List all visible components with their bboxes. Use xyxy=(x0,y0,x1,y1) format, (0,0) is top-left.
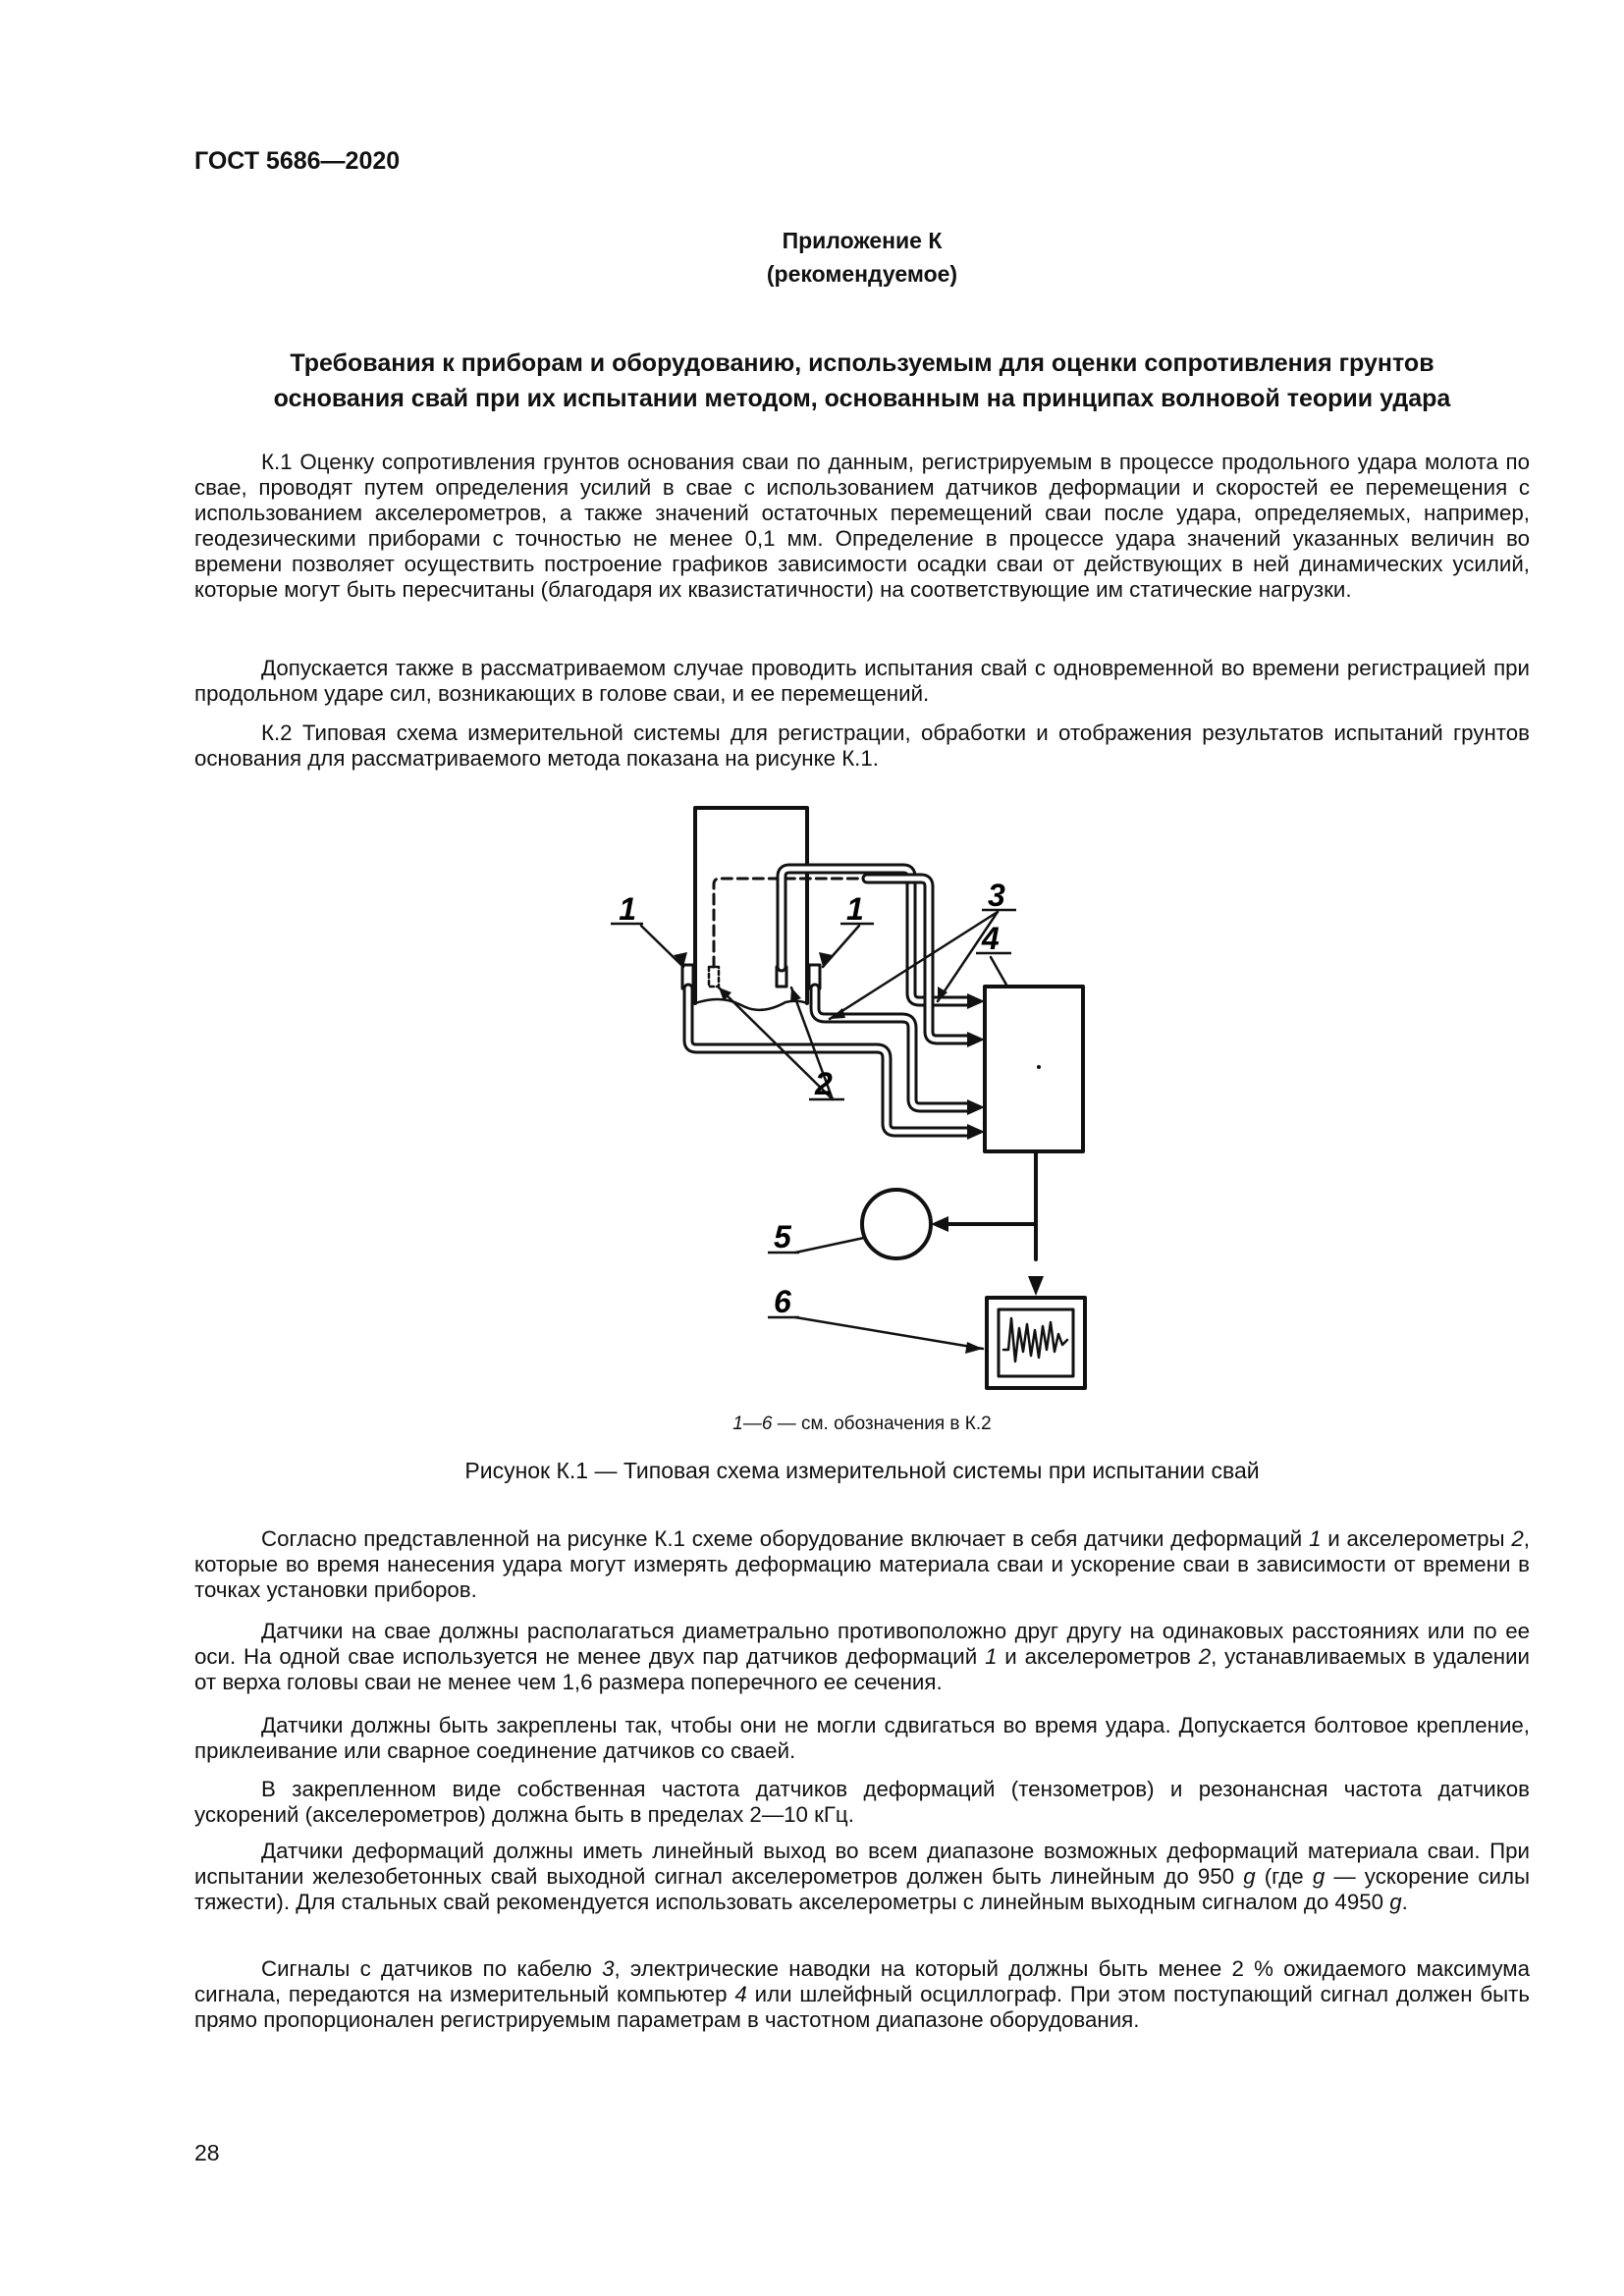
display-unit xyxy=(862,1190,931,1258)
paragraph-k2: К.2 Типовая схема измерительной системы для регистрации, обработки и отображения результатов испытаний грунтов основания для рассматриваемого метода показана на рисунке К.1. xyxy=(194,721,1530,771)
figure-label-1-right: 1 xyxy=(846,891,864,927)
figure-label-4: 4 xyxy=(982,921,1000,956)
section-title-line-2: основания свай при их испытании методом, основанным на принципах волновой теории удара xyxy=(273,385,1451,412)
paragraph-fastening: Датчики должны быть закреплены так, чтобы они не могли сдвигаться во время удара. Допускается болтовое крепление, приклеивание или сварное соединение датчиков со сваей. xyxy=(194,1713,1530,1763)
figure-legend: 1—6 — см. обозначения в К.2 xyxy=(732,1414,992,1434)
leader-4 xyxy=(991,957,1007,987)
figure-caption: Рисунок К.1 — Типовая схема измерительной системы при испытании свай xyxy=(464,1458,1260,1483)
arrowhead-icon xyxy=(931,1216,948,1232)
arrowhead-icon xyxy=(967,993,985,1009)
arrowhead-icon xyxy=(967,1124,985,1140)
figure-label-1-left: 1 xyxy=(619,891,636,927)
measurement-system-diagram xyxy=(550,800,1100,1409)
paragraph-equipment: Согласно представленной на рисунке К.1 схеме оборудование включает в себя датчики деформаций 1 и акселерометры 2, которые во время нанесения удара могут измерять деформацию материала сваи и ускорение сваи в зависимости от времени в точках установки приборов. xyxy=(194,1526,1530,1602)
accelerometer-left-icon xyxy=(709,967,719,987)
arrowhead-icon xyxy=(965,1342,983,1354)
figure-label-6: 6 xyxy=(774,1284,791,1319)
section-title-line-1: Требования к приборам и оборудованию, используемым для оценки сопротивления грунтов xyxy=(290,349,1435,377)
arrowhead-icon xyxy=(967,1032,985,1047)
arrowhead-icon xyxy=(967,1099,985,1115)
figure-label-3: 3 xyxy=(988,878,1005,913)
paragraph-frequency: В закрепленном виде собственная частота датчиков деформаций (тензометров) и резонансная частота датчиков ускорений (акселерометров) должна быть в пределах 2—10 кГц. xyxy=(194,1777,1530,1827)
leader-6 xyxy=(795,1317,983,1349)
paragraph-linear-output: Датчики деформаций должны иметь линейный выход во всем диапазоне возможных деформаций материала сваи. При испытании железобетонных свай выходной сигнал акселерометров должен быть линейным до 950 g (где g — ускорение силы тяжести). Для стальных свай рекомендуется использовать акселерометры с линейным выходным сигналом до 4950 g. xyxy=(194,1839,1530,1914)
paragraph-signals: Сигналы с датчиков по кабелю 3, электрические наводки на который должны быть менее 2 % ожидаемого максимума сигнала, передаются на измерительный компьютер 4 или шлейфный осциллограф. При этом поступающий сигнал должен быть прямо пропорционален регистрируемым параметрам в частотном диапазоне оборудования. xyxy=(194,1956,1530,2032)
appendix-status: (рекомендуемое) xyxy=(766,261,958,287)
appendix-heading xyxy=(194,224,1530,291)
appendix-title: Приложение К xyxy=(782,228,943,253)
measurement-computer xyxy=(985,987,1083,1151)
paragraph-k1: К.1 Оценку сопротивления грунтов основания сваи по данным, регистрируемым в процессе продольного удара молота по свае, проводят путем определения усилий в свае с использованием датчиков деформации и скоростей ее перемещения с использованием акселерометров, а также значений остаточных перемещений сваи после удара, определяемых, например, геодезическими приборами с точностью не менее 0,1 мм. Определение в процессе удара значений указанных величин во времени позволяет осуществить построение графиков зависимости осадки сваи от действующих в ней динамических усилий, которые могут быть пересчитаны (благодаря их квазистатичности) на соответствующие им статические нагрузки. xyxy=(194,450,1530,602)
leader-5 xyxy=(795,1238,864,1253)
document-number: ГОСТ 5686—2020 xyxy=(194,147,401,175)
paragraph-sensor-placement: Датчики на свае должны располагаться диаметрально противоположно друг другу на одинаковых расстояниях или по ее оси. На одной свае используется не менее двух пар датчиков деформаций 1 и акселерометров 2, устанавливаемых в удалении от верха головы сваи не менее чем 1,6 размера поперечного ее сечения. xyxy=(194,1619,1530,1694)
leader-1-left xyxy=(641,926,683,967)
pile-break-line xyxy=(695,999,807,1010)
section-title xyxy=(194,346,1530,416)
leader-1-right xyxy=(823,926,859,967)
arrowhead-icon xyxy=(1028,1276,1044,1296)
paragraph-additional: Допускается также в рассматриваемом случае проводить испытания свай с одновременной во времени регистрацией при продольном ударе сил, возникающих в голове сваи, и ее перемещений. xyxy=(194,656,1530,706)
figure-label-5: 5 xyxy=(774,1219,791,1255)
page-number: 28 xyxy=(194,2140,220,2165)
figure-label-2: 2 xyxy=(815,1066,833,1101)
